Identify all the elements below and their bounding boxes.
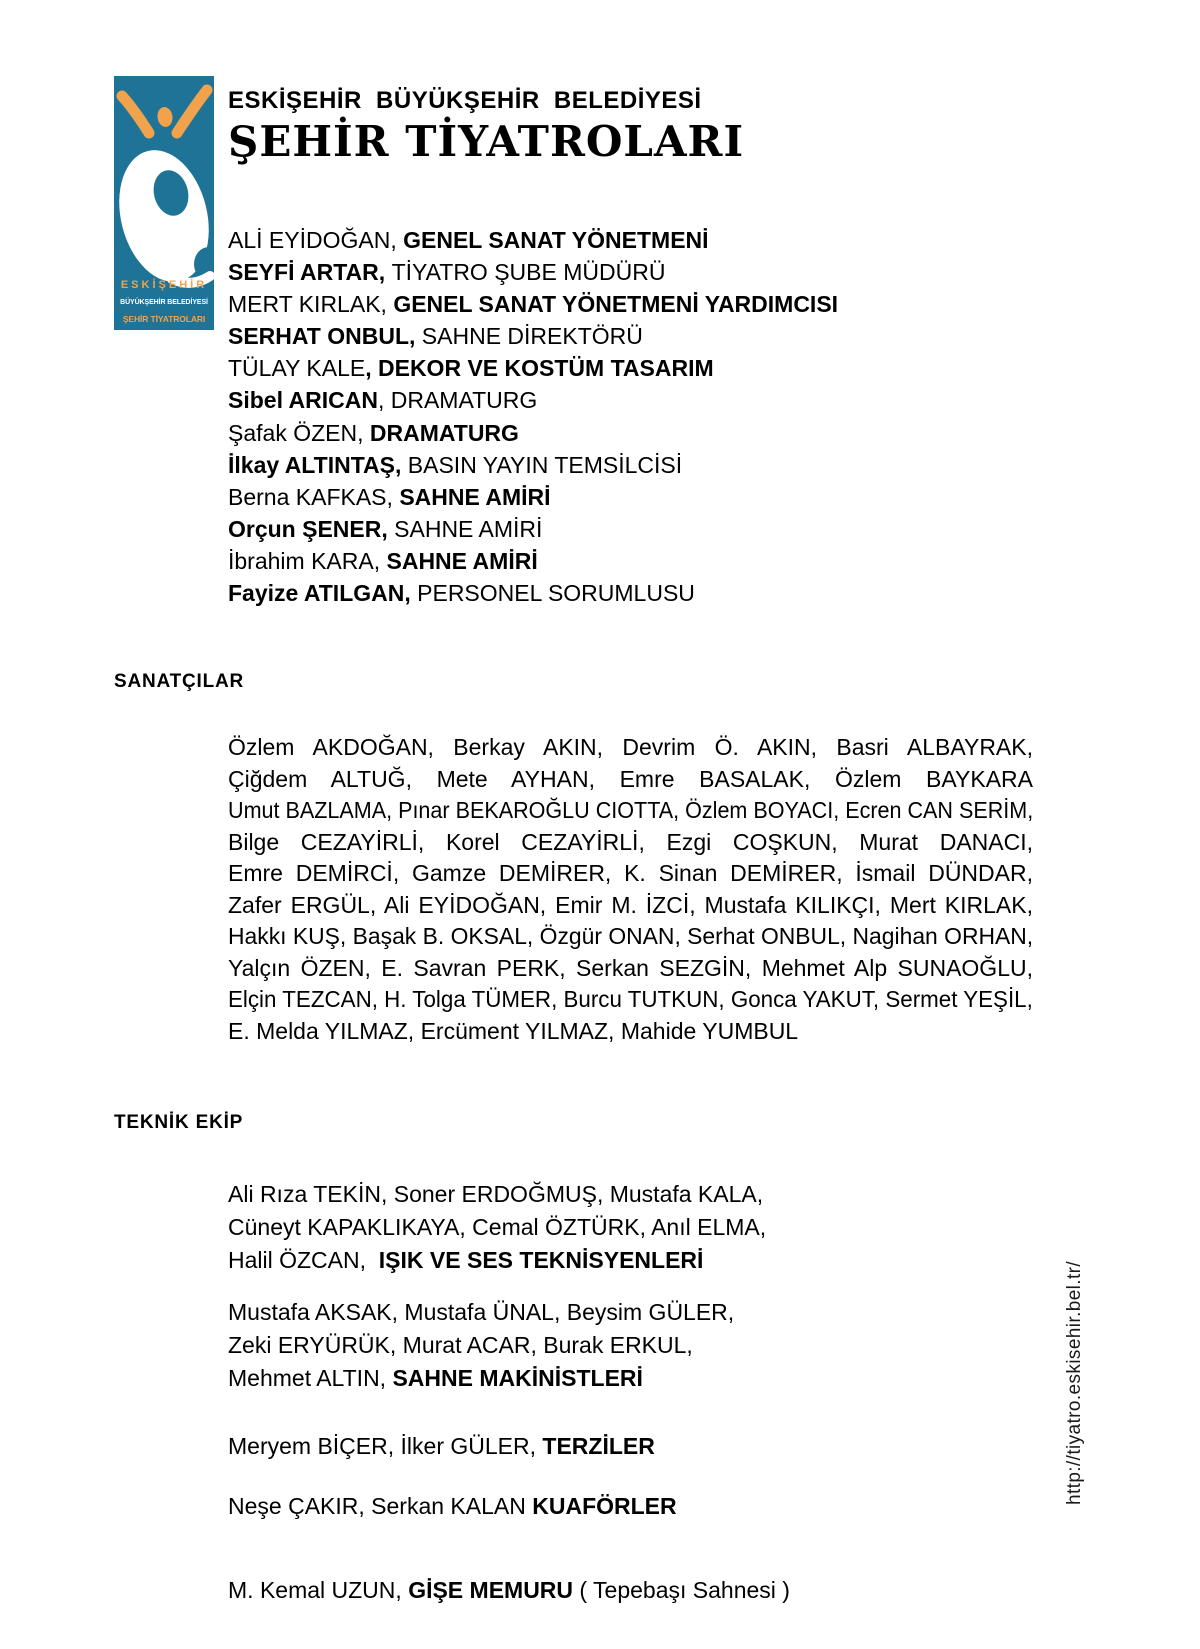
credit-line — [228, 417, 838, 449]
credit-text: Ali Rıza TEKİN, Soner ERDOĞMUŞ, Mustafa KALA, — [228, 1181, 764, 1207]
tech-line — [228, 1244, 766, 1277]
tech-line — [228, 1430, 655, 1463]
credit-text: TİYATRO ŞUBE MÜDÜRÜ — [391, 259, 666, 286]
artist-line: Zafer ERGÜL, Ali EYİDOĞAN, Emir M. İZCİ, Mustafa KILIKÇI, Mert KIRLAK, — [228, 891, 1033, 918]
credit-role-bold: GENEL SANAT YÖNETMENİ YARDIMCISI — [393, 291, 839, 318]
credit-role-bold: GENEL SANAT YÖNETMENİ — [403, 227, 709, 253]
section-title-artists: SANATÇILAR — [114, 671, 245, 692]
credit-role-bold: SAHNE AMİRİ — [386, 547, 538, 574]
artist-line: Hakkı KUŞ, Başak B. OKSAL, Özgür ONAN, Serhat ONBUL, Nagihan ORHAN, — [228, 923, 1034, 949]
page-header — [228, 88, 744, 166]
credit-text: BASIN YAYIN TEMSİLCİSİ — [407, 451, 683, 478]
credit-line — [228, 288, 838, 320]
tech-line — [228, 1178, 766, 1211]
credit-text: Mustafa AKSAK, Mustafa ÜNAL, Beysim GÜLER, — [228, 1299, 735, 1325]
page-title: ŞEHİR TİYATROLARI — [228, 117, 745, 166]
credit-text: Şafak ÖZEN, — [228, 419, 370, 446]
artist-line: Bilge CEZAYİRLİ, Korel CEZAYİRLİ, Ezgi COŞKUN, Murat DANACI, — [228, 828, 1033, 855]
logo-municipality-name: BÜYÜKŞEHİR BELEDİYESİ — [120, 299, 208, 306]
credit-line — [228, 352, 838, 384]
credit-role-bold: IŞIK VE SES TEKNİSYENLERİ — [378, 1247, 704, 1273]
logo-city-name: ESKİŞEHİR — [120, 279, 208, 291]
credit-text: Zeki ERYÜRÜK, Murat ACAR, Burak ERKUL, — [228, 1332, 693, 1358]
tech-line — [228, 1296, 734, 1329]
logo-figure-icon — [114, 76, 214, 330]
logo-theaters-name: ŞEHİR TİYATROLARI — [122, 314, 206, 324]
credit-text: Cüneyt KAPAKLIKAYA, Cemal ÖZTÜRK, Anıl ELMA, — [228, 1214, 767, 1240]
credit-role-bold: SERHAT ONBUL, — [228, 323, 422, 350]
credit-text: MERT KIRLAK, — [228, 291, 394, 318]
credit-role-bold: , DEKOR VE KOSTÜM TASARIM — [365, 355, 714, 382]
website-url-vertical: http://tiyatro.eskisehir.bel.tr/ — [1064, 1260, 1085, 1505]
artist-line: E. Melda YILMAZ, Ercüment YILMAZ, Mahide YUMBUL — [228, 1017, 799, 1044]
credit-text: Berna KAFKAS, — [228, 483, 400, 510]
credit-text: PERSONEL SORUMLUSU — [417, 580, 695, 607]
credit-text: Neşe ÇAKIR, Serkan KALAN — [228, 1493, 533, 1519]
credit-line — [228, 384, 838, 416]
artist-line: Çiğdem ALTUĞ, Mete AYHAN, Emre BASALAK, Özlem BAYKARA — [228, 765, 1033, 792]
credit-role-bold: Sibel ARICAN — [228, 387, 378, 414]
credit-text: Meryem BİÇER, İlker GÜLER, — [228, 1433, 543, 1459]
theater-logo — [114, 76, 214, 330]
credit-text: ALİ EYİDOĞAN, — [228, 227, 404, 253]
credit-role-bold: DRAMATURG — [369, 419, 519, 446]
credit-text: , DRAMATURG — [377, 387, 538, 414]
tech-line — [228, 1574, 790, 1607]
credit-line — [228, 513, 838, 545]
tech-paragraph-tailors — [228, 1430, 655, 1463]
credit-role-bold: SEYFİ ARTAR, — [228, 259, 392, 286]
credit-role-bold: KUAFÖRLER — [532, 1493, 677, 1519]
tech-paragraph-hairdressers — [228, 1490, 677, 1523]
artist-line: Elçin TEZCAN, H. Tolga TÜMER, Burcu TUTKUN, Gonca YAKUT, Sermet YEŞİL, — [228, 986, 1033, 1012]
credit-line — [228, 449, 838, 481]
credit-text: Mehmet ALTIN, — [228, 1365, 393, 1391]
credit-text: Halil ÖZCAN, — [228, 1247, 379, 1273]
credit-line — [228, 256, 838, 288]
credit-text: ( Tepebaşı Sahnesi ) — [573, 1577, 790, 1603]
tech-line — [228, 1329, 734, 1362]
credit-line — [228, 320, 838, 352]
credit-text: İbrahim KARA, — [228, 547, 387, 574]
credit-text: SAHNE DİREKTÖRÜ — [421, 323, 643, 350]
credit-role-bold: SAHNE MAKİNİSTLERİ — [392, 1365, 643, 1391]
credit-text: SAHNE AMİRİ — [394, 515, 543, 542]
credit-role-bold: Orçun ŞENER, — [228, 515, 395, 542]
artists-name-list — [228, 732, 1033, 1047]
credit-text: TÜLAY KALE — [228, 355, 366, 382]
credit-line — [228, 545, 838, 577]
credit-role-bold: TERZİLER — [542, 1433, 655, 1459]
credit-role-bold: Fayize ATILGAN, — [228, 580, 418, 607]
tech-paragraph-box-office — [228, 1574, 790, 1607]
tech-line — [228, 1211, 766, 1244]
artist-line: Özlem AKDOĞAN, Berkay AKIN, Devrim Ö. AKIN, Basri ALBAYRAK, — [228, 734, 1033, 760]
credit-text: M. Kemal UZUN, — [228, 1577, 409, 1603]
credit-role-bold: İlkay ALTINTAŞ, — [228, 451, 408, 478]
tech-line — [228, 1490, 677, 1523]
management-credits-list — [228, 224, 838, 609]
tech-line — [228, 1362, 734, 1395]
credit-role-bold: GİŞE MEMURU — [408, 1577, 574, 1603]
artist-line: Yalçın ÖZEN, E. Savran PERK, Serkan SEZGİN, Mehmet Alp SUNAOĞLU, — [228, 954, 1033, 981]
credit-line — [228, 481, 838, 513]
tech-paragraph-stage-machinists — [228, 1296, 734, 1395]
credit-role-bold: SAHNE AMİRİ — [399, 483, 551, 510]
artist-line: Emre DEMİRCİ, Gamze DEMİRER, K. Sinan DEMİRER, İsmail DÜNDAR, — [228, 860, 1033, 886]
credit-line — [228, 577, 838, 609]
credit-line — [228, 224, 838, 256]
org-name-heading: ESKİŞEHİR BÜYÜKŞEHİR BELEDİYESİ — [228, 87, 702, 114]
section-title-tech: TEKNİK EKİP — [114, 1112, 244, 1133]
tech-paragraph-light-sound — [228, 1178, 766, 1277]
artist-line: Umut BAZLAMA, Pınar BEKAROĞLU CIOTTA, Özlem BOYACI, Ecren CAN SERİM, — [228, 797, 1034, 823]
